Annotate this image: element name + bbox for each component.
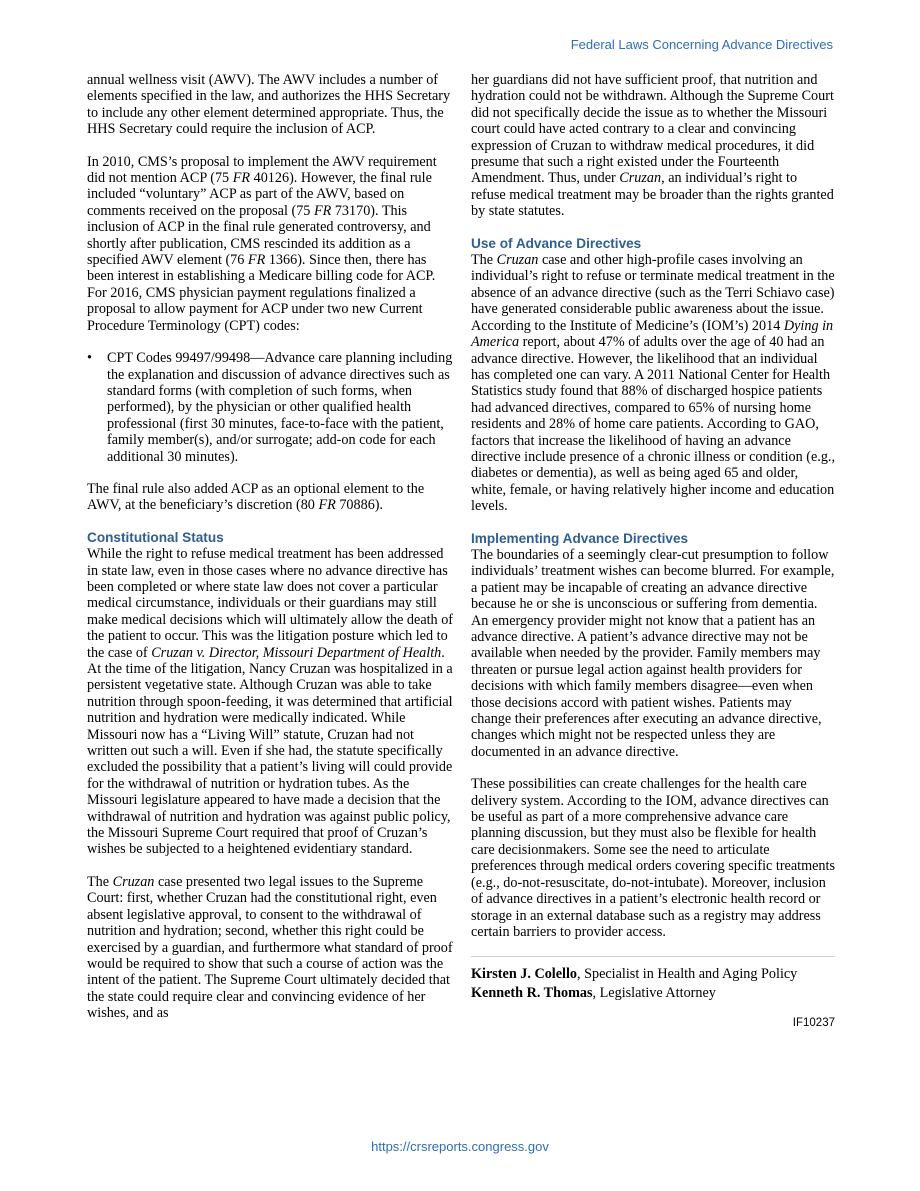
section-heading: Constitutional Status — [87, 529, 224, 545]
author: Kirsten J. Colello, Specialist in Health and Aging Policy — [471, 966, 798, 983]
paragraph: The Cruzan case presented two legal issues to the Supreme Court: first, whether Cruzan had the constitutional right, even absent legislative approval, to consent to the withdrawal of nutrition and hydration; second, whether this right could be exercised by a guardian, and furthermore what standard of proof would be required to show that such a course of action was the intent of the patient. The Supreme Court ultimately decided that the state could require clear and convincing evidence of her wishes, and as — [87, 873, 453, 1022]
product-code: IF10237 — [792, 1017, 835, 1030]
paragraph: In 2010, CMS’s proposal to implement the AWV requirement did not mention ACP (75 FR 40126). However, the final rule included “voluntary” ACP as part of the AWV, based on comments received on the proposal (75 FR 73170). This inclusion of ACP in the final rule generated controversy, and shortly after publication, CMS rescinded its addition as a specified AWV element (76 FR 1366). Since then, there has been interest in establishing a Medicare billing code for ACP. For 2016, CMS physician payment regulations finalized a proposal to allow payment for ACP under two new Current Procedure Terminology (CPT) codes: — [87, 153, 437, 334]
author: Kenneth R. Thomas, Legislative Attorney — [471, 985, 716, 1002]
section-heading: Implementing Advance Directives — [471, 530, 689, 546]
footer-link[interactable]: https://crsreports.congress.gov — [371, 1139, 549, 1154]
right-column — [471, 72, 835, 1032]
bullet-icon: • — [87, 350, 92, 367]
paragraph: annual wellness visit (AWV). The AWV includes a number of elements specified in the law, and authorizes the HHS Secretary to include any other element determined appropriate. Thus, the HHS Secretary could require the inclusion of ACP. — [87, 72, 451, 138]
paragraph: The final rule also added ACP as an optional element to the AWV, at the beneficiary’s discretion (80 FR 70886). — [87, 480, 425, 514]
paragraph: her guardians did not have sufficient proof, that nutrition and hydration could not be withdrawn. Although the Supreme Court did not specifically decide the issue as to whether the Missouri court could have acted contrary to a clear and convincing expression of Cruzan to withdraw medical procedures, it did presume that such a right existed under the Fourteenth Amendment. Thus, under Cruzan, an individual’s right to refuse medical treatment may be broader than the rights granted by state statutes. — [471, 72, 834, 220]
author-block — [471, 956, 835, 1003]
left-column — [87, 72, 453, 1038]
paragraph: The Cruzan case and other high-profile cases involving an individual’s right to refuse or terminate medical treatment in the absence of an advance directive (such as the Terri Schiavo case) have generated considerable public awareness about the issue. According to the Institute of Medicine’s (IOM’s) 2014 Dying in America report, about 47% of adults over the age of 40 had an advance directive. However, the likelihood that an individual has completed one can vary. A 2011 National Center for Health Statistics study found that 88% of discharged hospice patients had advanced directives, compared to 65% of nursing home residents and 28% of home care patients. According to GAO, factors that increase the likelihood of having an advance directive include presence of a chronic illness or condition (e.g., diabetes or dementia), as well as being aged 65 and older, white, female, or having relatively higher income and education levels. — [471, 252, 836, 515]
paragraph: These possibilities can create challenges for the health care delivery system. According to the IOM, advance directives can be useful as part of a more comprehensive advance care planning discussion, but they must also be flexible for health care decisionmakers. Some see the need to articulate preferences through medical orders covering specific treatments (e.g., do-not-resuscitate, do-not-intubate). Moreover, inclusion of advance directives in a patient’s electronic health record or storage in an external database such as a registry may address certain barriers to provider access. — [471, 776, 835, 940]
paragraph: While the right to refuse medical treatment has been addressed in state law, even in those cases where no advance directive has been completed or where state law does not cover a particular medical circumstance, individuals or their guardians may still make medical decisions which will ultimately allow the death of the patient to occur. This was the litigation posture which led to the case of Cruzan v. Director, Missouri Department of Health. At the time of the litigation, Nancy Cruzan was hospitalized in a persistent vegetative state. Although Cruzan was able to take nutrition through spoon-feeding, it was determined that artificial nutrition and hydration were medically indicated. While Missouri now has a “Living Will” statute, Cruzan had not written out such a will. Even if she had, the statute specifically excluded the possibility that a patient’s living will could provide for the withdrawal of nutrition or hydration tubes. As the Missouri legislature appeared to have made a decision that the withdrawal of nutrition and hydration was against public policy, the Missouri Supreme Court required that proof of Cruzan’s wishes be subjected to a heightened evidentiary standard. — [87, 546, 454, 858]
running-header: Federal Laws Concerning Advance Directives — [570, 37, 833, 52]
section-heading: Use of Advance Directives — [471, 235, 642, 251]
list-item: • CPT Codes 99497/99498—Advance care planning including the explanation and discussion of advance directives such as standard forms (with completion of such forms, when performed), by the physician or other qualified health professional (first 30 minutes, face-to-face with the patient, family member(s), and/or surrogate; add-on code for each additional 30 minutes). — [87, 350, 453, 465]
bullet-list — [87, 350, 453, 465]
paragraph: The boundaries of a seemingly clear-cut presumption to follow individuals’ treatment wishes can become blurred. For example, a patient may be incapable of creating an advance directive because he or she is unconscious or suffering from dementia. An emergency provider might not know that a patient has an advance directive. A patient’s advance directive may not be available when needed by the provider. Family members may threaten or pursue legal action against health providers for decisions with which family members disagree—even when those decisions accord with patient wishes. Patients may change their preferences after executing an advance directive, changes which might not be respected unless they are documented in an advance directive. — [471, 546, 835, 760]
